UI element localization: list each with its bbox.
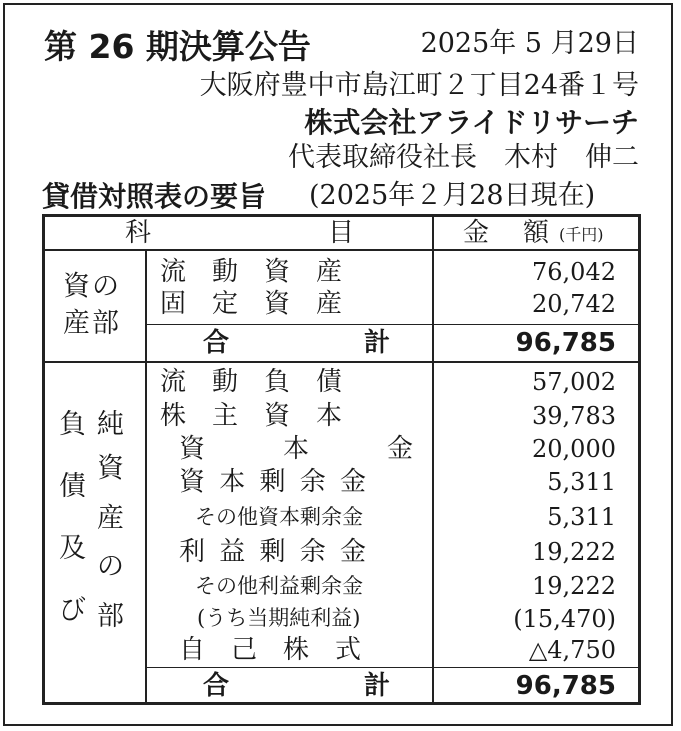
liability-row-label: 株 主 資 本 bbox=[160, 401, 343, 431]
liability-row-value: 19,222 bbox=[532, 538, 616, 566]
liability-total-divider bbox=[145, 667, 638, 668]
liability-row-value: (15,470) bbox=[513, 605, 616, 633]
unit-label: (千円) bbox=[559, 225, 604, 244]
company-address: 大阪府豊中市島江町２丁目24番１号 bbox=[199, 70, 639, 101]
liability-row-value: △4,750 bbox=[528, 636, 616, 664]
section-divider bbox=[45, 361, 638, 363]
liab-section-col2-4: の bbox=[97, 551, 124, 582]
amount-header-2: 額 bbox=[523, 218, 550, 248]
subject-header-2: 目 bbox=[328, 218, 355, 248]
asset-total-label-2: 計 bbox=[364, 328, 391, 358]
liab-section-col2-2: 資 bbox=[97, 453, 124, 484]
liability-row-label: 資 本 金 bbox=[179, 434, 414, 464]
liab-section-col1-4: び bbox=[59, 595, 86, 626]
section-column-divider bbox=[145, 251, 147, 702]
liability-row-value: 39,783 bbox=[532, 402, 616, 430]
liability-row-label: 流 動 負 債 bbox=[160, 367, 343, 397]
notice-date: 2025年 5 月29日 bbox=[420, 28, 639, 59]
liab-section-col1-1: 負 bbox=[59, 409, 86, 440]
notice-title: 第 26 期決算公告 bbox=[44, 27, 311, 66]
liability-row-value: 5,311 bbox=[547, 468, 616, 496]
liability-row-value: 5,311 bbox=[547, 503, 616, 531]
amount-column-divider bbox=[432, 217, 434, 702]
liability-total-value: 96,785 bbox=[515, 671, 616, 701]
liability-total-label-2: 計 bbox=[364, 671, 391, 701]
assets-section-label-1: 資の bbox=[63, 271, 121, 302]
asset-total-value: 96,785 bbox=[515, 328, 616, 358]
liability-row-label: (うち当期純利益) bbox=[197, 606, 361, 630]
statement-title: 貸借対照表の要旨 bbox=[42, 180, 267, 213]
liability-row-value: 20,000 bbox=[532, 435, 616, 463]
balance-sheet-table bbox=[42, 214, 641, 705]
header-divider bbox=[45, 249, 638, 251]
liability-total-label-1: 合 bbox=[203, 671, 230, 701]
company-name: 株式会社アライドリサーチ bbox=[304, 106, 639, 139]
liability-row-label: 利 益 剰 余 金 bbox=[179, 537, 370, 567]
asset-row-value: 20,742 bbox=[532, 290, 616, 318]
asset-row-label: 固 定 資 産 bbox=[160, 289, 343, 319]
liab-section-col2-5: 部 bbox=[97, 601, 124, 632]
asset-total-label-1: 合 bbox=[203, 328, 230, 358]
liability-row-label: その他資本剰余金 bbox=[195, 505, 363, 529]
subject-header-1: 科 bbox=[125, 218, 152, 248]
asset-row-label: 流 動 資 産 bbox=[160, 257, 343, 287]
asset-row-value: 76,042 bbox=[532, 258, 616, 286]
amount-header-1: 金 bbox=[463, 218, 490, 248]
liability-row-value: 57,002 bbox=[532, 368, 616, 396]
representative: 代表取締役社長 木村 伸二 bbox=[288, 142, 639, 173]
assets-section-label-2: 産部 bbox=[63, 308, 121, 339]
liability-row-label: その他利益剰余金 bbox=[195, 574, 363, 598]
liab-section-col2-1: 純 bbox=[97, 409, 124, 440]
liability-row-value: 19,222 bbox=[532, 572, 616, 600]
liab-section-col1-2: 債 bbox=[59, 471, 86, 502]
liability-row-label: 自 己 株 式 bbox=[179, 635, 362, 665]
liab-section-col2-3: 産 bbox=[97, 503, 124, 534]
liab-section-col1-3: 及 bbox=[59, 533, 86, 564]
liability-row-label: 資 本 剰 余 金 bbox=[179, 467, 370, 497]
statement-date: (2025年２月28日現在) bbox=[309, 180, 596, 211]
asset-total-divider bbox=[145, 324, 638, 325]
